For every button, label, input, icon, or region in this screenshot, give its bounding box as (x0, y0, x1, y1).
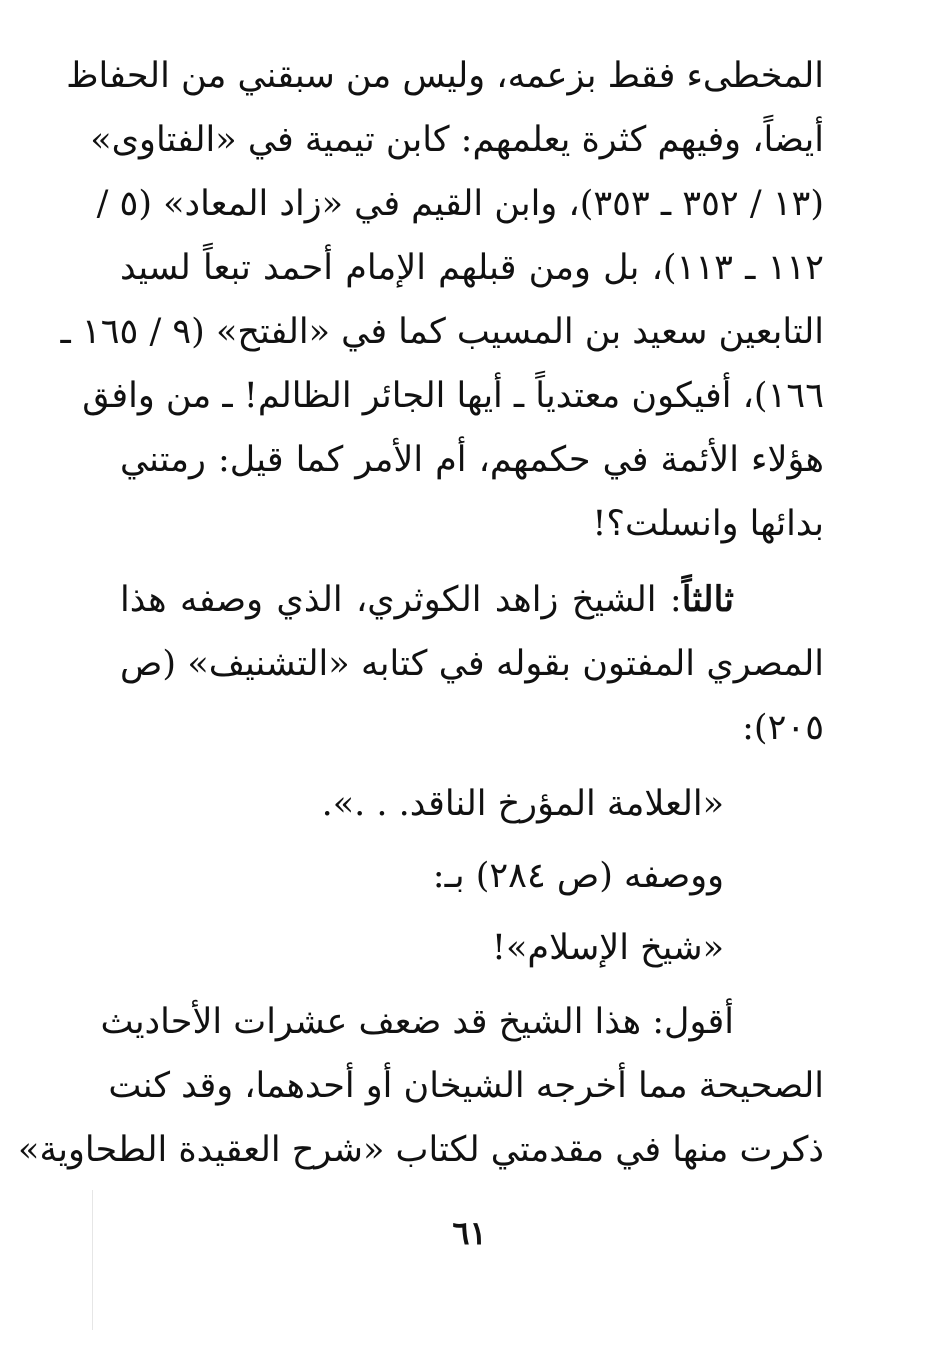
text-line: (١٣ / ٣٥٢ ـ ٣٥٣)، وابن القيم في «زاد المعاد» (٥ / (96, 184, 824, 224)
text-line: بدائها وانسلت؟! (592, 504, 824, 544)
text-line: ١٦٦)، أفيكون معتدياً ـ أيها الجائر الظالم! ـ من وافق (82, 376, 824, 416)
text-line: هؤلاء الأئمة في حكمهم، أم الأمر كما قيل: رمتني (120, 440, 824, 480)
text-line: أيضاً، وفيهم كثرة يعلمهم: كابن تيمية في «الفتاوى» (90, 120, 824, 160)
paragraph-lead: ثالثاً (681, 579, 734, 620)
page-body (18, 44, 824, 1182)
quote-line: ووصفه (ص ٢٨٤) بـ: (432, 856, 724, 896)
quote-line: «شيخ الإسلام»! (491, 928, 724, 968)
paragraph-lead-rest: : الشيخ زاهد الكوثري، الذي وصفه هذا (120, 580, 682, 620)
paragraph-lead-line (120, 568, 824, 632)
text-line: التابعين سعيد بن المسيب كما في «الفتح» (٩ / ١٦٥ ـ (60, 312, 824, 352)
text-line: الصحيحة مما أخرجه الشيخان أو أحدهما، وقد كنت (108, 1066, 824, 1106)
text-line: أقول: هذا الشيخ قد ضعف عشرات الأحاديث (100, 1002, 734, 1042)
text-line: المخطىء فقط بزعمه، وليس من سبقني من الحفاظ (66, 56, 824, 96)
page-number: ٦١ (452, 1214, 487, 1252)
text-line: المصري المفتون بقوله في كتابه «التشنيف» (ص (120, 644, 824, 684)
text-line: ١١٢ ـ ١١٣)، بل ومن قبلهم الإمام أحمد تبعاً لسيد (120, 248, 824, 288)
quote-line: «العلامة المؤرخ الناقد. . .». (321, 784, 724, 824)
text-line: ذكرت منها في مقدمتي لكتاب «شرح العقيدة الطحاوية» (18, 1130, 824, 1170)
scan-edge-mark (92, 1190, 93, 1330)
text-line: ٢٠٥): (742, 708, 824, 748)
